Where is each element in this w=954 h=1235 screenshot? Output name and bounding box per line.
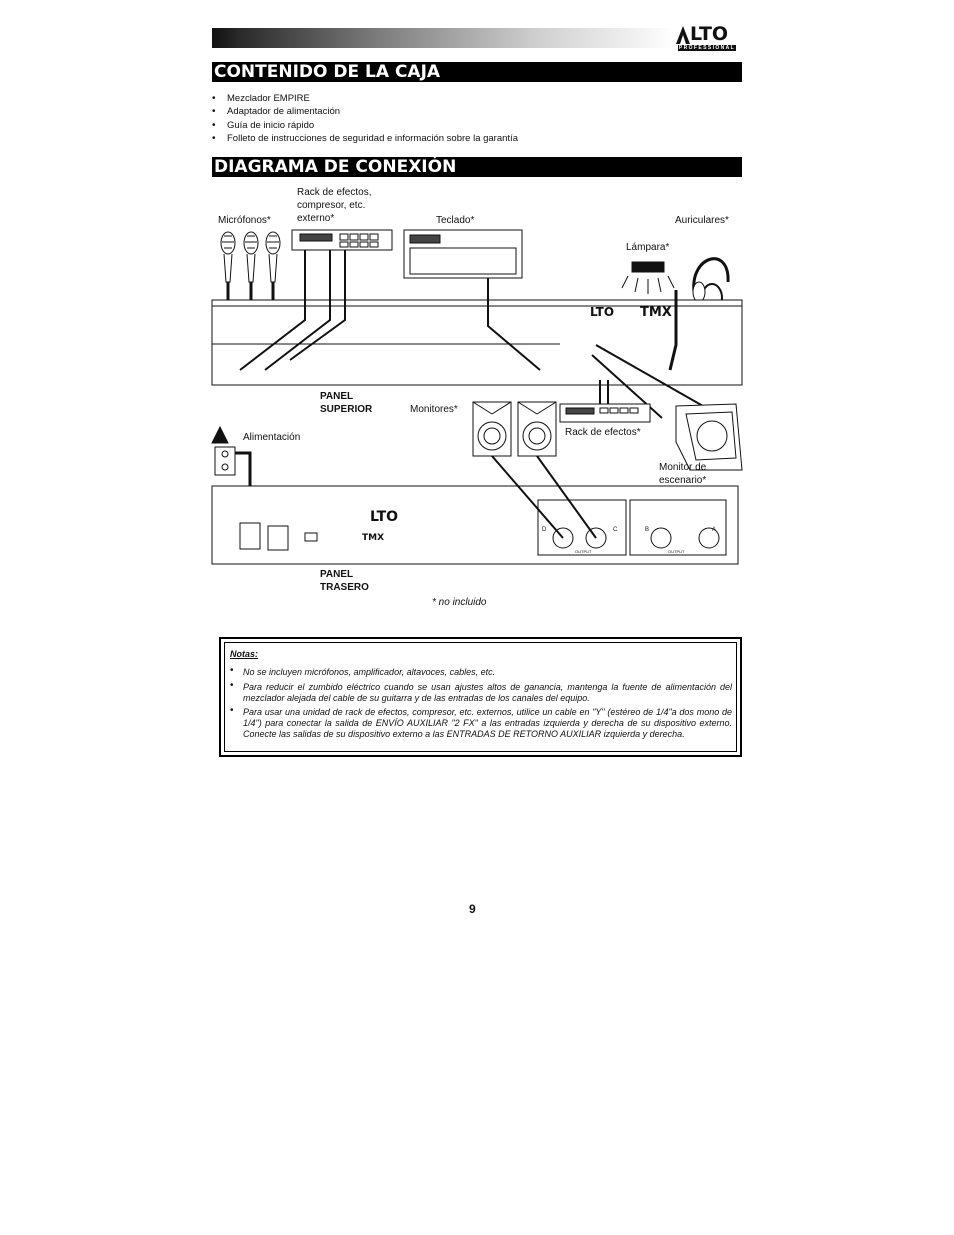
monitor-speaker-icon xyxy=(518,402,556,456)
lamp-icon xyxy=(622,262,674,294)
microphones-label: Micrófonos* xyxy=(218,215,271,226)
mixer-model-top: TMX xyxy=(640,305,672,320)
list-item: • Adaptador de alimentación xyxy=(212,106,341,118)
monitors-label: Monitores* xyxy=(410,404,458,415)
output-label: OUTPUT xyxy=(575,549,592,554)
microphone-icon xyxy=(221,232,235,282)
bullet: • xyxy=(230,705,234,716)
not-included-note: * no incluido xyxy=(432,597,487,608)
note-item: Para reducir el zumbido eléctrico cuando se usan ajustes altos de ganancia, mantenga la fuente de alimentación del mezclador alejada del cable de su guitarra y de las entradas de los canales del equipo. xyxy=(243,682,732,703)
list-item: • Mezclador EMPIRE xyxy=(212,93,310,104)
mixer-rear-panel xyxy=(212,486,738,564)
bullet: • xyxy=(230,680,234,691)
power-outlet-icon xyxy=(215,447,235,475)
output-label: OUTPUT xyxy=(668,549,685,554)
note-item: Para usar una unidad de rack de efectos, compresor, etc. externos, utilice un cable en "Y" (estéreo de 1/4"a dos mono de 1/4") para conectar la salida de ENVÍO AUXILIAR "2 FX" a las entradas izquierda y derecha de su dispositivo externo. Conecte las salidas de su dispositivo externo a las ENTRADAS DE RETORNO AUXILIAR izquierda y derecha. xyxy=(243,707,732,739)
note-item: No se incluyen micrófonos, amplificador, altavoces, cables, etc. xyxy=(243,667,496,677)
microphone-icon xyxy=(244,232,258,282)
channel-label: B xyxy=(645,527,650,533)
microphone-icon xyxy=(266,232,280,282)
monitor-speaker-icon xyxy=(473,402,511,456)
rear-panel-label: PANEL TRASERO xyxy=(320,569,369,593)
rack-top-label: Rack de efectos, compresor, etc. externo* xyxy=(297,187,372,224)
keyboard-label: Teclado* xyxy=(436,215,475,226)
top-panel-label: PANEL SUPERIOR xyxy=(320,391,373,415)
logo-text: LTO xyxy=(690,23,729,45)
notes-title: Notas: xyxy=(230,649,259,659)
keyboard-icon xyxy=(404,230,522,278)
bullet: • xyxy=(230,665,234,676)
power-label: Alimentación xyxy=(243,432,301,443)
section-title-box: CONTENIDO DE LA CAJA xyxy=(212,62,742,82)
stage-monitor-label: Monitor de escenario* xyxy=(659,462,707,486)
lamp-label: Lámpara* xyxy=(626,242,670,253)
page-number: 9 xyxy=(469,902,476,916)
list-item: • Guía de inicio rápido xyxy=(212,119,315,131)
mixer-brand-rear: LTO xyxy=(370,509,399,525)
channel-label: A xyxy=(712,527,717,533)
logo-subtitle: PROFESSIONAL xyxy=(678,45,736,51)
rack-bottom-label: Rack de efectos* xyxy=(565,427,641,438)
section-title-diagram: DIAGRAMA DE CONEXIÓN xyxy=(212,157,742,177)
mixer-model-rear: TMX xyxy=(362,533,385,543)
mixer-brand-top: LTO xyxy=(590,305,615,319)
channel-label: D xyxy=(542,527,547,533)
headphones-label: Auriculares* xyxy=(675,215,729,226)
effects-rack-bottom-icon xyxy=(560,404,650,422)
channel-label: C xyxy=(613,527,618,533)
effects-rack-icon xyxy=(292,230,392,250)
notes-box xyxy=(219,637,742,757)
notes-inner-border xyxy=(224,642,737,752)
warning-icon xyxy=(212,427,228,443)
list-item: • Folleto de instrucciones de seguridad e información sobre la garantía xyxy=(212,132,518,144)
